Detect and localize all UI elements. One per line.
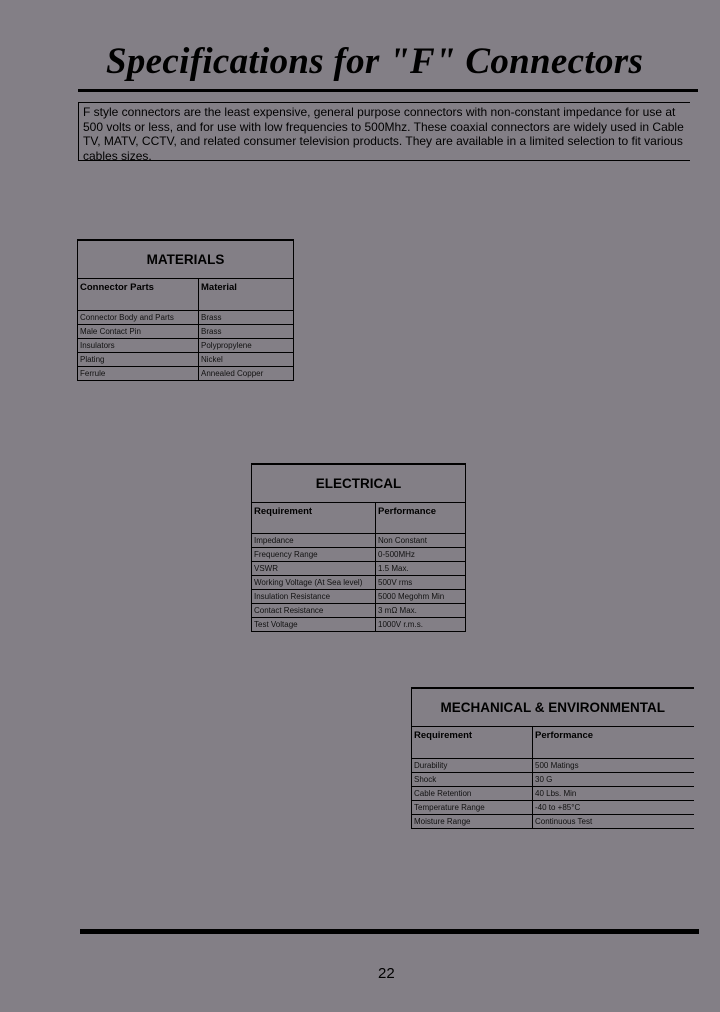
electrical-col-performance: Performance [376,502,466,533]
table-cell: Ferrule [78,366,199,380]
page-title: Specifications for "F" Connectors [106,41,644,82]
table-cell: Connector Body and Parts [78,310,199,324]
table-cell: Insulators [78,338,199,352]
table-cell: Annealed Copper [199,366,294,380]
table-cell: Moisture Range [412,814,533,828]
electrical-heading: ELECTRICAL [252,464,466,502]
table-cell: Polypropylene [199,338,294,352]
table-cell: Male Contact Pin [78,324,199,338]
page-number: 22 [378,965,395,982]
table-cell: VSWR [252,561,376,575]
table-cell: Plating [78,352,199,366]
materials-heading: MATERIALS [78,240,294,278]
table-cell: Cable Retention [412,786,533,800]
table-cell: Brass [199,324,294,338]
materials-col-material: Material [199,278,294,310]
materials-col-parts: Connector Parts [78,278,199,310]
table-cell: Frequency Range [252,547,376,561]
table-cell: Brass [199,310,294,324]
table-cell: 3 mΩ Max. [376,603,466,617]
mechanical-col-requirement: Requirement [412,726,533,758]
table-cell: Non Constant [376,533,466,547]
mechanical-table [411,687,694,829]
table-cell: Insulation Resistance [252,589,376,603]
table-cell: Nickel [199,352,294,366]
footer-rule [80,929,699,934]
table-cell: 40 Lbs. Min [533,786,694,800]
table-cell: 30 G [533,772,694,786]
table-cell: -40 to +85°C [533,800,694,814]
table-cell: 1000V r.m.s. [376,617,466,631]
table-cell: 500V rms [376,575,466,589]
table-cell: Impedance [252,533,376,547]
table-cell: Contact Resistance [252,603,376,617]
intro-paragraph: F style connectors are the least expensive, general purpose connectors with non-constant impedance for use at 500 volts or less, and for use with low frequencies to 500Mhz. These coaxial connectors are widely used in Cable TV, MATV, CCTV, and related consumer television products. They are available in a limited selection to fit various cables sizes. [78,102,690,161]
table-cell: 0-500MHz [376,547,466,561]
table-cell: Working Voltage (At Sea level) [252,575,376,589]
table-cell: Durability [412,758,533,772]
mechanical-col-performance: Performance [533,726,694,758]
table-cell: Temperature Range [412,800,533,814]
table-cell: Shock [412,772,533,786]
table-cell: Test Voltage [252,617,376,631]
materials-table [77,239,294,381]
electrical-table [251,463,466,632]
title-rule [78,89,698,92]
table-cell: Continuous Test [533,814,694,828]
table-cell: 1.5 Max. [376,561,466,575]
table-cell: 500 Matings [533,758,694,772]
mechanical-heading: MECHANICAL & ENVIRONMENTAL [412,688,694,726]
electrical-col-requirement: Requirement [252,502,376,533]
table-cell: 5000 Megohm Min [376,589,466,603]
